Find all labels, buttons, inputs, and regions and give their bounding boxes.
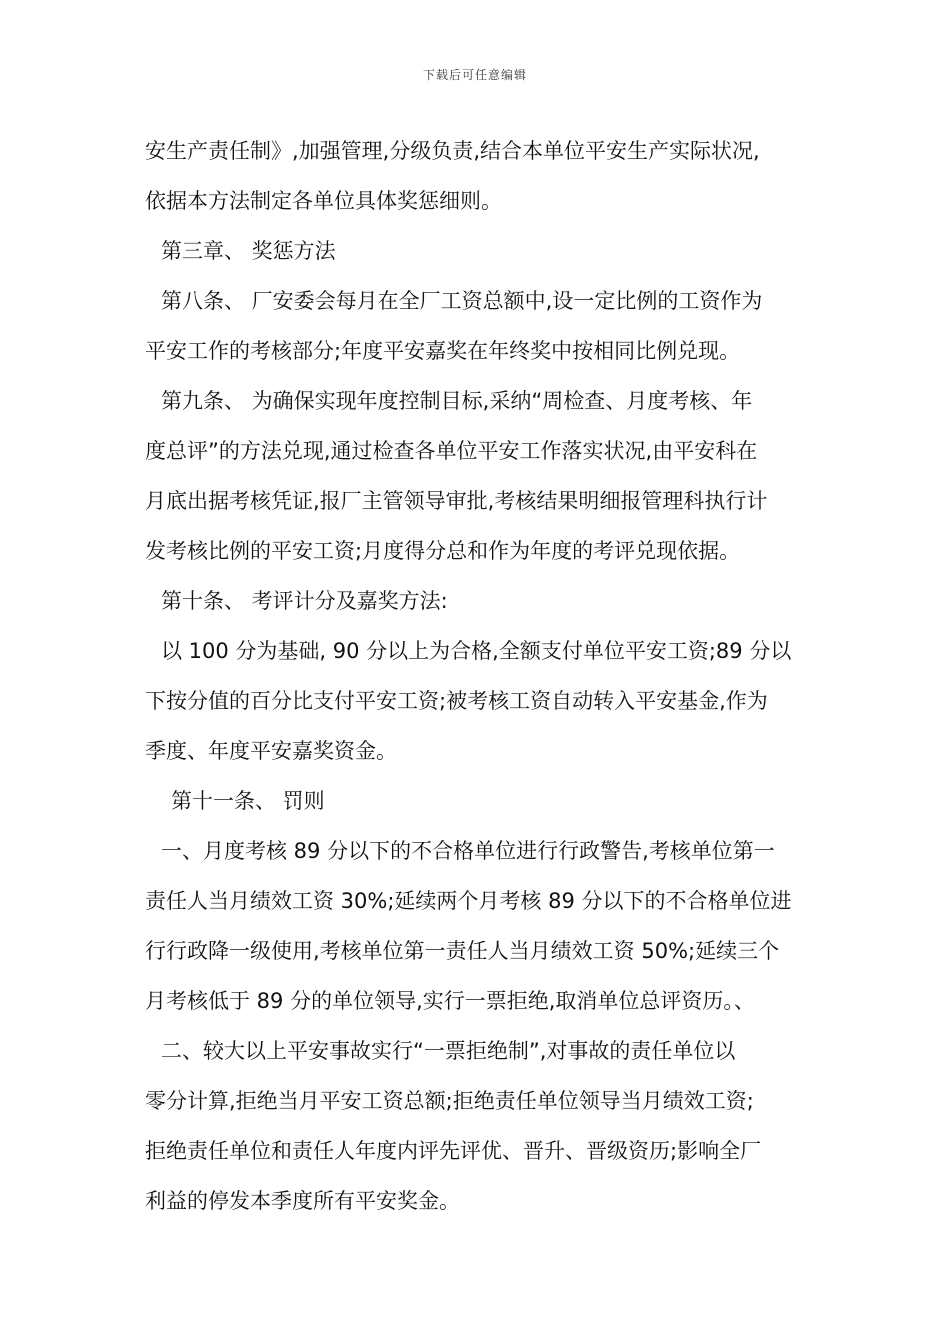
article-heading: 第十条、 考评计分及嘉奖方法:: [161, 589, 448, 613]
text-line: 度总评”的方法兑现,通过检查各单位平安工作落实状况,由平安科在: [145, 439, 758, 463]
text-line: 一、月度考核 89 分以下的不合格单位进行行政警告,考核单位第一: [161, 839, 775, 863]
chapter-heading: 第三章、 奖惩方法: [161, 239, 336, 263]
text-line: 依据本方法制定各单位具体奖惩细则。: [145, 189, 502, 213]
text-line: 季度、年度平安嘉奖资金。: [145, 739, 397, 763]
text-line: 月考核低于 89 分的单位领导,实行一票拒绝,取消单位总评资历。、: [145, 989, 755, 1013]
text-line: 零分计算,拒绝当月平安工资总额;拒绝责任单位领导当月绩效工资;: [145, 1089, 754, 1113]
article-heading: 第九条、 为确保实现年度控制目标,采纳“周检查、月度考核、年: [161, 389, 753, 413]
document-body: [145, 126, 815, 1226]
text-line: 行行政降一级使用,考核单位第一责任人当月绩效工资 50%;延续三个: [145, 939, 780, 963]
page-header: 下载后可任意编辑: [422, 68, 527, 82]
article-heading: 第八条、 厂安委会每月在全厂工资总额中,设一定比例的工资作为: [161, 289, 763, 313]
text-line: 利益的停发本季度所有平安奖金。: [145, 1189, 460, 1213]
article-heading: 第十一条、 罚则: [171, 789, 325, 813]
text-line: 责任人当月绩效工资 30%;延续两个月考核 89 分以下的不合格单位进: [145, 889, 792, 913]
text-line: 月底出据考核凭证,报厂主管领导审批,考核结果明细报管理科执行计: [145, 489, 768, 513]
text-line: 以 100 分为基础, 90 分以上为合格,全额支付单位平安工资;89 分以: [161, 639, 792, 663]
text-line: 发考核比例的平安工资;月度得分总和作为年度的考评兑现依据。: [145, 539, 741, 563]
text-line: 拒绝责任单位和责任人年度内评先评优、晋升、晋级资历;影响全厂: [145, 1139, 762, 1163]
text-line: 二、较大以上平安事故实行“一票拒绝制”,对事故的责任单位以: [161, 1039, 736, 1063]
text-line: 平安工作的考核部分;年度平安嘉奖在年终奖中按相同比例兑现。: [145, 339, 741, 363]
text-line: 安生产责任制》,加强管理,分级负责,结合本单位平安生产实际状况,: [145, 139, 760, 163]
text-line: 下按分值的百分比支付平安工资;被考核工资自动转入平安基金,作为: [145, 689, 768, 713]
